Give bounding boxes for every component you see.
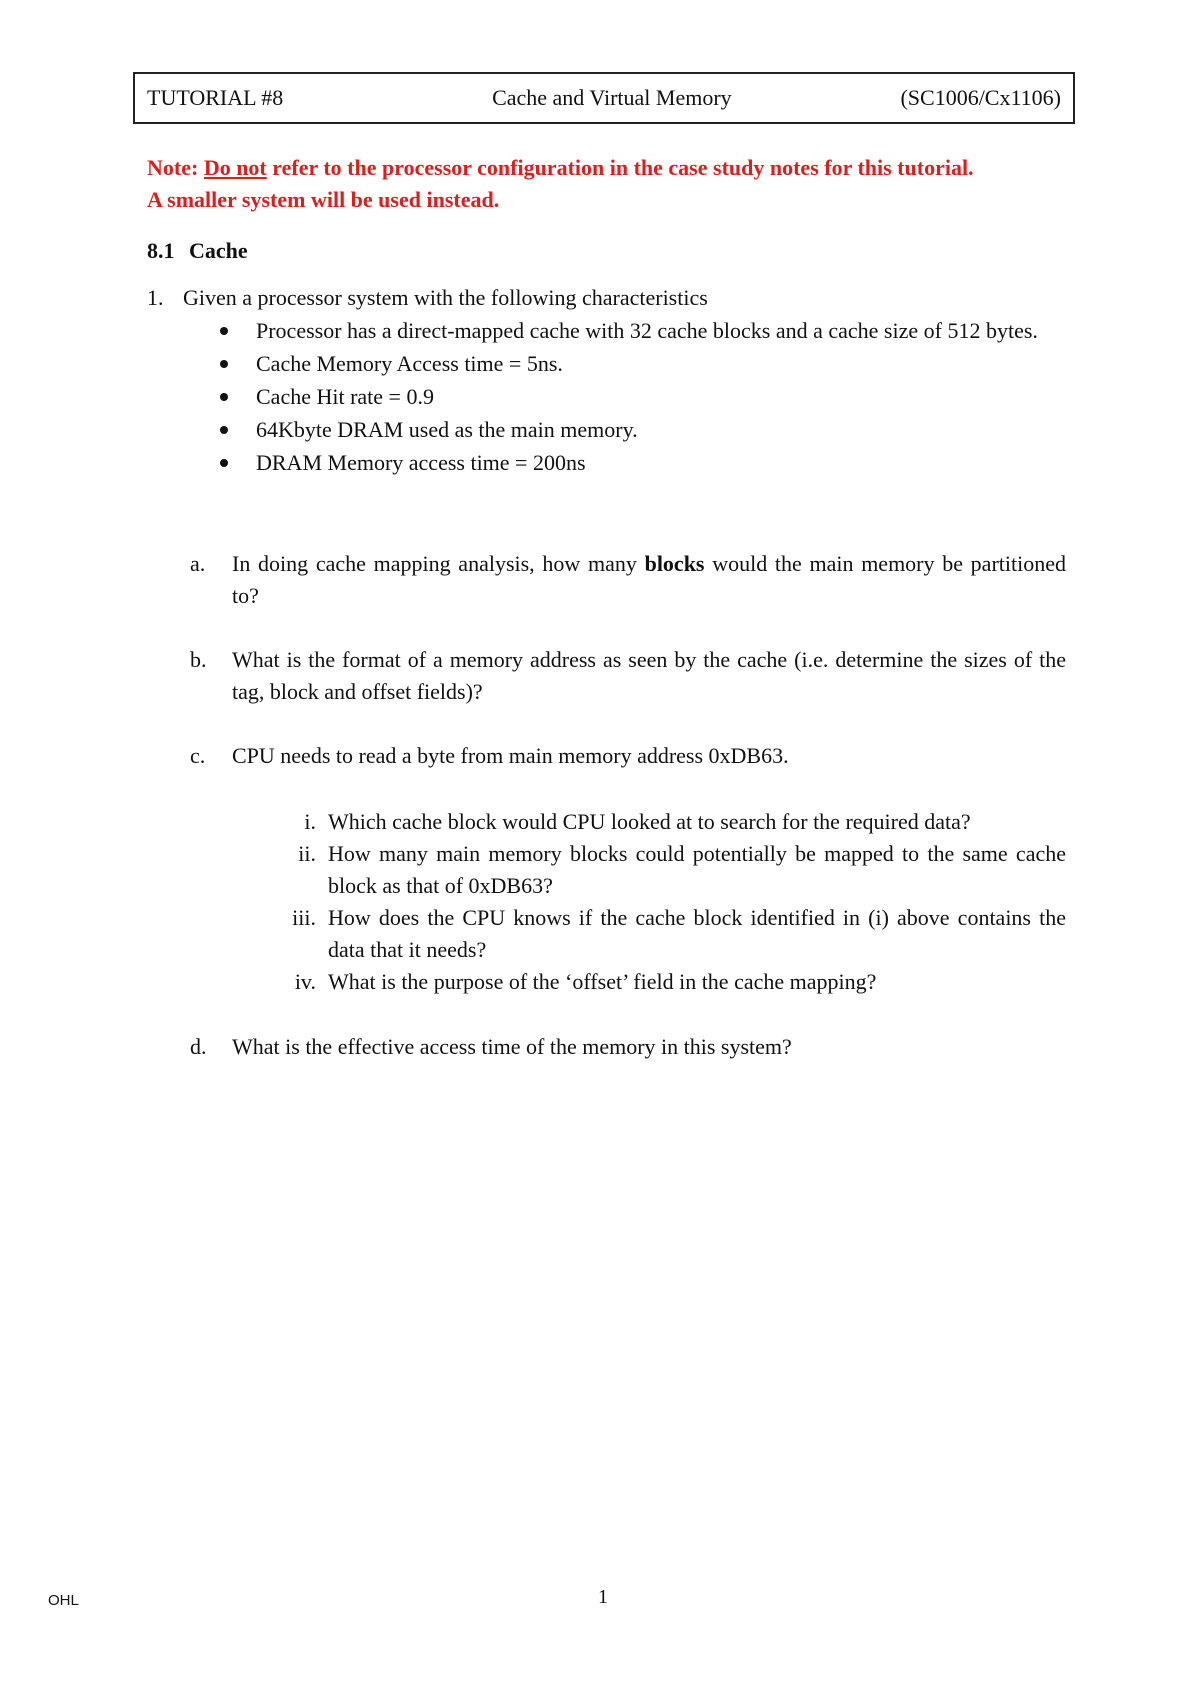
list-item: Processor has a direct-mapped cache with 32 cache blocks and a cache size of 512 bytes. [218, 314, 1066, 347]
list-item: 64Kbyte DRAM used as the main memory. [218, 413, 1066, 446]
bullet-icon [218, 380, 256, 413]
subquestion-ii: ii. How many main memory blocks could potentially be mapped to the same cache block as that of 0xDB63? [298, 841, 1066, 898]
tutorial-number: TUTORIAL #8 [147, 85, 284, 110]
page-number: 1 [598, 1586, 608, 1608]
question-number: 1. [147, 285, 164, 310]
section-heading [147, 238, 248, 264]
bullet-icon [218, 413, 256, 446]
note [147, 152, 1077, 216]
note-line-1: Note: Do not refer to the processor configuration in the case study notes for this tutorial. [147, 155, 974, 180]
part-c: c. CPU needs to read a byte from main memory address 0xDB63. [190, 743, 789, 768]
characteristics-list [218, 314, 1066, 479]
subquestion-iii: iii. How does the CPU knows if the cache block identified in (i) above contains the data that it needs? [292, 905, 1066, 962]
subquestion-i: i. Which cache block would CPU looked at to search for the required data? [304, 809, 971, 834]
subquestion-iv: iv. What is the purpose of the ‘offset’ field in the cache mapping? [294, 969, 877, 994]
header-box [133, 72, 1075, 124]
question-1 [147, 282, 708, 314]
part-a: a. In doing cache mapping analysis, how many blocks would the main memory be partitioned to? [190, 551, 1066, 608]
bullet-icon [218, 446, 256, 479]
note-underlined: Do not [203, 155, 267, 180]
bullet-icon [218, 314, 256, 347]
section-number: 8.1 [147, 238, 175, 263]
bold-blocks: blocks [644, 551, 705, 576]
part-c-subquestions [270, 806, 1066, 998]
question-text: Given a processor system with the following characteristics [183, 285, 708, 310]
part-d: d. What is the effective access time of the memory in this system? [190, 1034, 792, 1059]
footer-initials: OHL [48, 1592, 79, 1609]
list-item: Cache Memory Access time = 5ns. [218, 347, 1066, 380]
part-b: b. What is the format of a memory address as seen by the cache (i.e. determine the sizes of the tag, block and offset fields)? [190, 647, 1066, 704]
note-line-2: A smaller system will be used instead. [147, 187, 500, 212]
list-item: DRAM Memory access time = 200ns [218, 446, 1066, 479]
list-item: Cache Hit rate = 0.9 [218, 380, 1066, 413]
tutorial-title: Cache and Virtual Memory [492, 85, 732, 110]
section-title: Cache [189, 238, 248, 263]
course-code: (SC1006/Cx1106) [900, 85, 1061, 110]
bullet-icon [218, 347, 256, 380]
